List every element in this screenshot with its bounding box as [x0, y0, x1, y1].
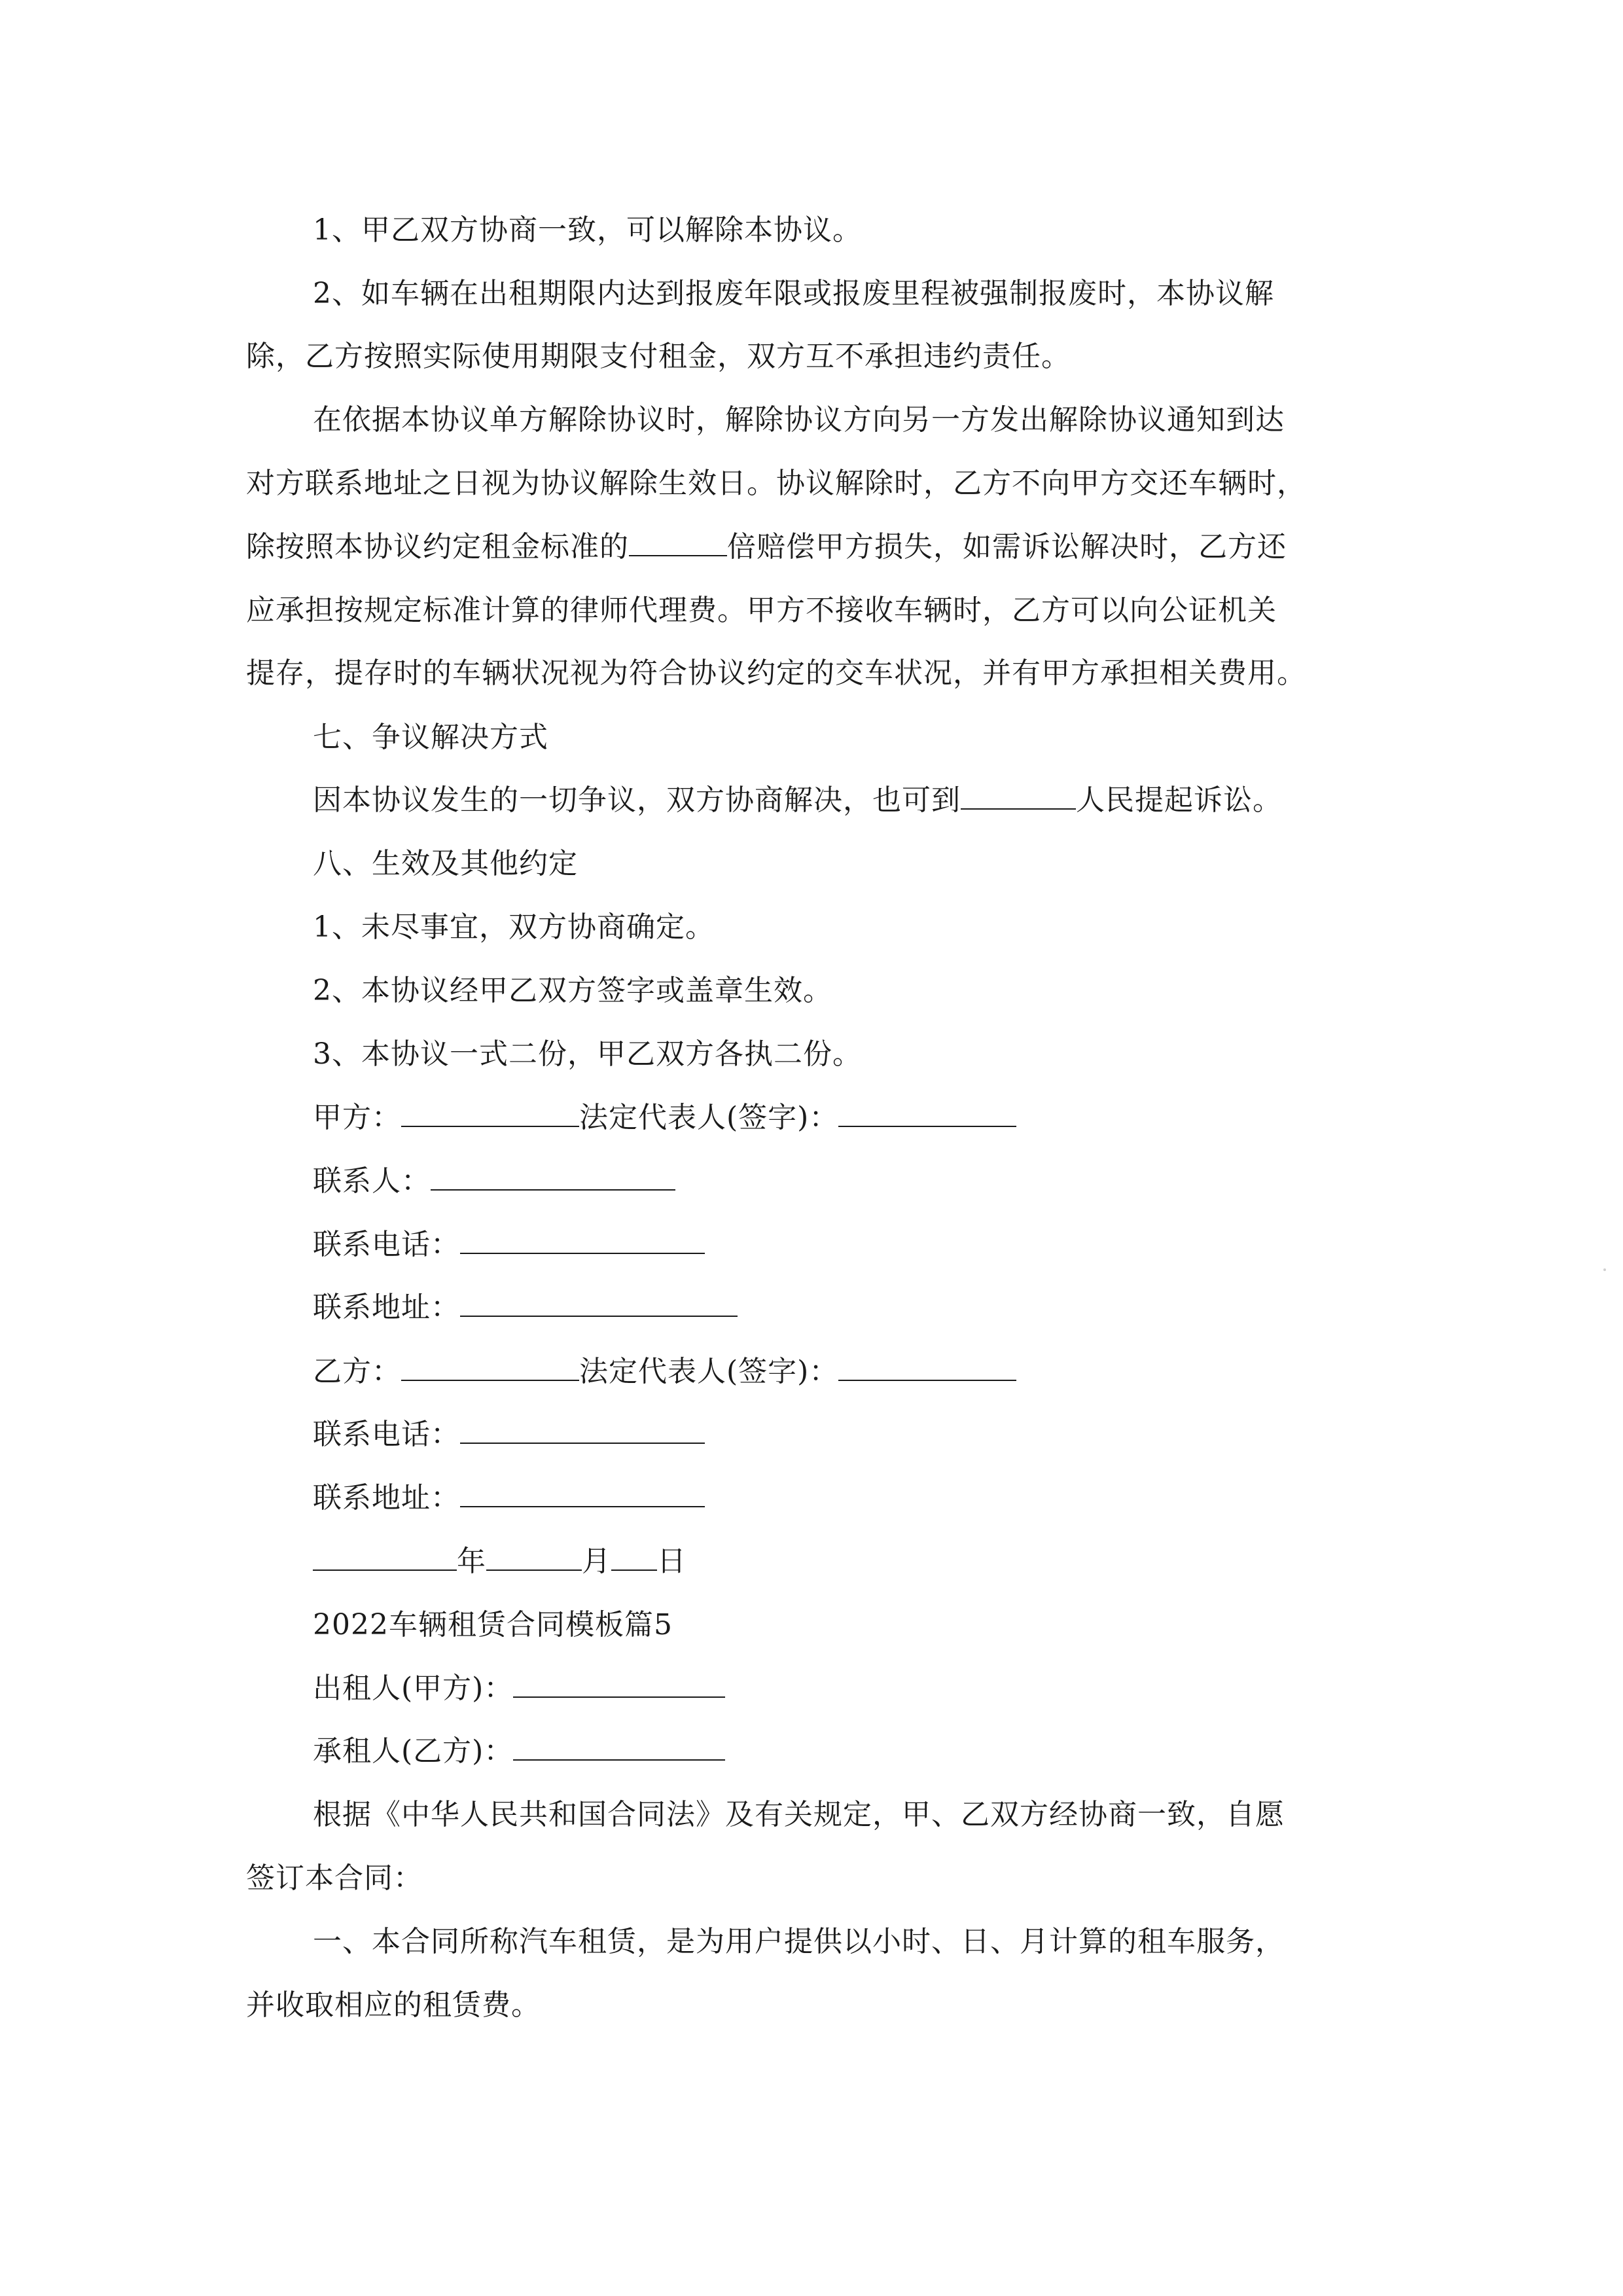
paragraph-line — [246, 654, 1306, 693]
blank-field — [513, 1670, 725, 1698]
text: 除按照本协议约定租金标准的 — [246, 530, 629, 564]
blank-field — [838, 1354, 1016, 1381]
label: 日 — [657, 1545, 687, 1578]
section-heading — [313, 718, 548, 757]
paragraph-line — [313, 401, 1285, 440]
paragraph-line — [246, 337, 1071, 376]
text: 根据《中华人民共和国合同法》及有关规定，甲、乙双方经协商一致，自愿 — [313, 1798, 1285, 1831]
signature-line — [313, 1098, 1016, 1138]
label: 承租人(乙方)： — [313, 1734, 514, 1768]
signature-line — [313, 1415, 705, 1454]
label: 联系电话： — [313, 1418, 460, 1451]
blank-field — [460, 1416, 705, 1444]
blank-field — [611, 1543, 657, 1571]
text: 应承担按规定标准计算的律师代理费。甲方不接收车辆时，乙方可以向公证机关 — [246, 594, 1277, 627]
label: 法定代表人(签字)： — [579, 1355, 839, 1388]
text: 签订本合同： — [246, 1861, 423, 1895]
text: 提存，提存时的车辆状况视为符合协议约定的交车状况，并有甲方承担相关费用。 — [246, 656, 1306, 690]
signature-line — [313, 1352, 1016, 1391]
scan-speck — [1603, 1268, 1606, 1271]
text: 2022车辆租赁合同模板篇5 — [313, 1608, 673, 1641]
label: 联系地址： — [313, 1481, 460, 1515]
paragraph-line — [313, 971, 832, 1011]
paragraph-line — [313, 211, 862, 250]
blank-field — [431, 1163, 675, 1191]
text: 除，乙方按照实际使用期限支付租金，双方互不承担违约责任。 — [246, 340, 1071, 373]
blank-field — [401, 1354, 579, 1381]
paragraph-line — [313, 1795, 1285, 1835]
blank-field — [838, 1100, 1016, 1127]
text: 2、本协议经甲乙双方签字或盖章生效。 — [313, 974, 832, 1007]
text: 1、甲乙双方协商一致，可以解除本协议。 — [313, 213, 862, 247]
text: 一、本合同所称汽车租赁，是为用户提供以小时、日、月计算的租车服务， — [313, 1925, 1285, 1958]
section-title — [313, 1605, 673, 1645]
label: 联系电话： — [313, 1228, 460, 1261]
signature-line — [313, 1288, 738, 1327]
text: 人民提起诉讼。 — [1076, 783, 1282, 817]
blank-field — [460, 1227, 705, 1254]
text: 1、未尽事宜，双方协商确定。 — [313, 910, 715, 944]
text: 3、本协议一式二份，甲乙双方各执二份。 — [313, 1037, 862, 1071]
text: 并收取相应的租赁费。 — [246, 1988, 541, 2022]
label: 乙方： — [313, 1355, 401, 1388]
paragraph-line — [313, 781, 1282, 820]
party-line — [313, 1669, 725, 1708]
label: 联系人： — [313, 1164, 431, 1198]
label: 月 — [582, 1545, 611, 1578]
blank-field — [313, 1543, 457, 1571]
text: 对方联系地址之日视为协议解除生效日。协议解除时，乙方不向甲方交还车辆时， — [246, 467, 1306, 500]
blank-field — [961, 782, 1076, 810]
signature-line — [313, 1225, 705, 1265]
blank-field — [460, 1480, 705, 1507]
paragraph-line — [313, 908, 715, 947]
label: 出租人(甲方)： — [313, 1672, 514, 1705]
paragraph-line — [246, 1859, 423, 1898]
text: 2、如车辆在出租期限内达到报废年限或报废里程被强制报废时，本协议解 — [313, 277, 1274, 310]
blank-field — [401, 1100, 579, 1127]
blank-field — [486, 1543, 582, 1571]
party-line — [313, 1732, 725, 1771]
paragraph-line — [313, 1922, 1285, 1962]
paragraph-line — [246, 591, 1277, 630]
text: 八、生效及其他约定 — [313, 847, 578, 880]
paragraph-line — [313, 1035, 862, 1074]
paragraph-line — [313, 274, 1274, 314]
section-heading — [313, 844, 578, 884]
blank-field — [460, 1289, 738, 1317]
blank-field — [629, 529, 727, 556]
text: 倍赔偿甲方损失，如需诉讼解决时，乙方还 — [727, 530, 1287, 564]
label: 年 — [457, 1545, 486, 1578]
signature-line — [313, 1162, 675, 1201]
label: 法定代表人(签字)： — [579, 1101, 839, 1134]
paragraph-line — [246, 1986, 541, 2025]
blank-field — [513, 1733, 725, 1761]
date-line — [313, 1542, 687, 1581]
text: 在依据本协议单方解除协议时，解除协议方向另一方发出解除协议通知到达 — [313, 403, 1285, 437]
paragraph-line — [246, 528, 1287, 567]
paragraph-line — [246, 464, 1306, 503]
text: 七、争议解决方式 — [313, 721, 548, 754]
signature-line — [313, 1479, 705, 1518]
text: 因本协议发生的一切争议，双方协商解决，也可到 — [313, 783, 961, 817]
label: 甲方： — [313, 1101, 401, 1134]
label: 联系地址： — [313, 1291, 460, 1324]
